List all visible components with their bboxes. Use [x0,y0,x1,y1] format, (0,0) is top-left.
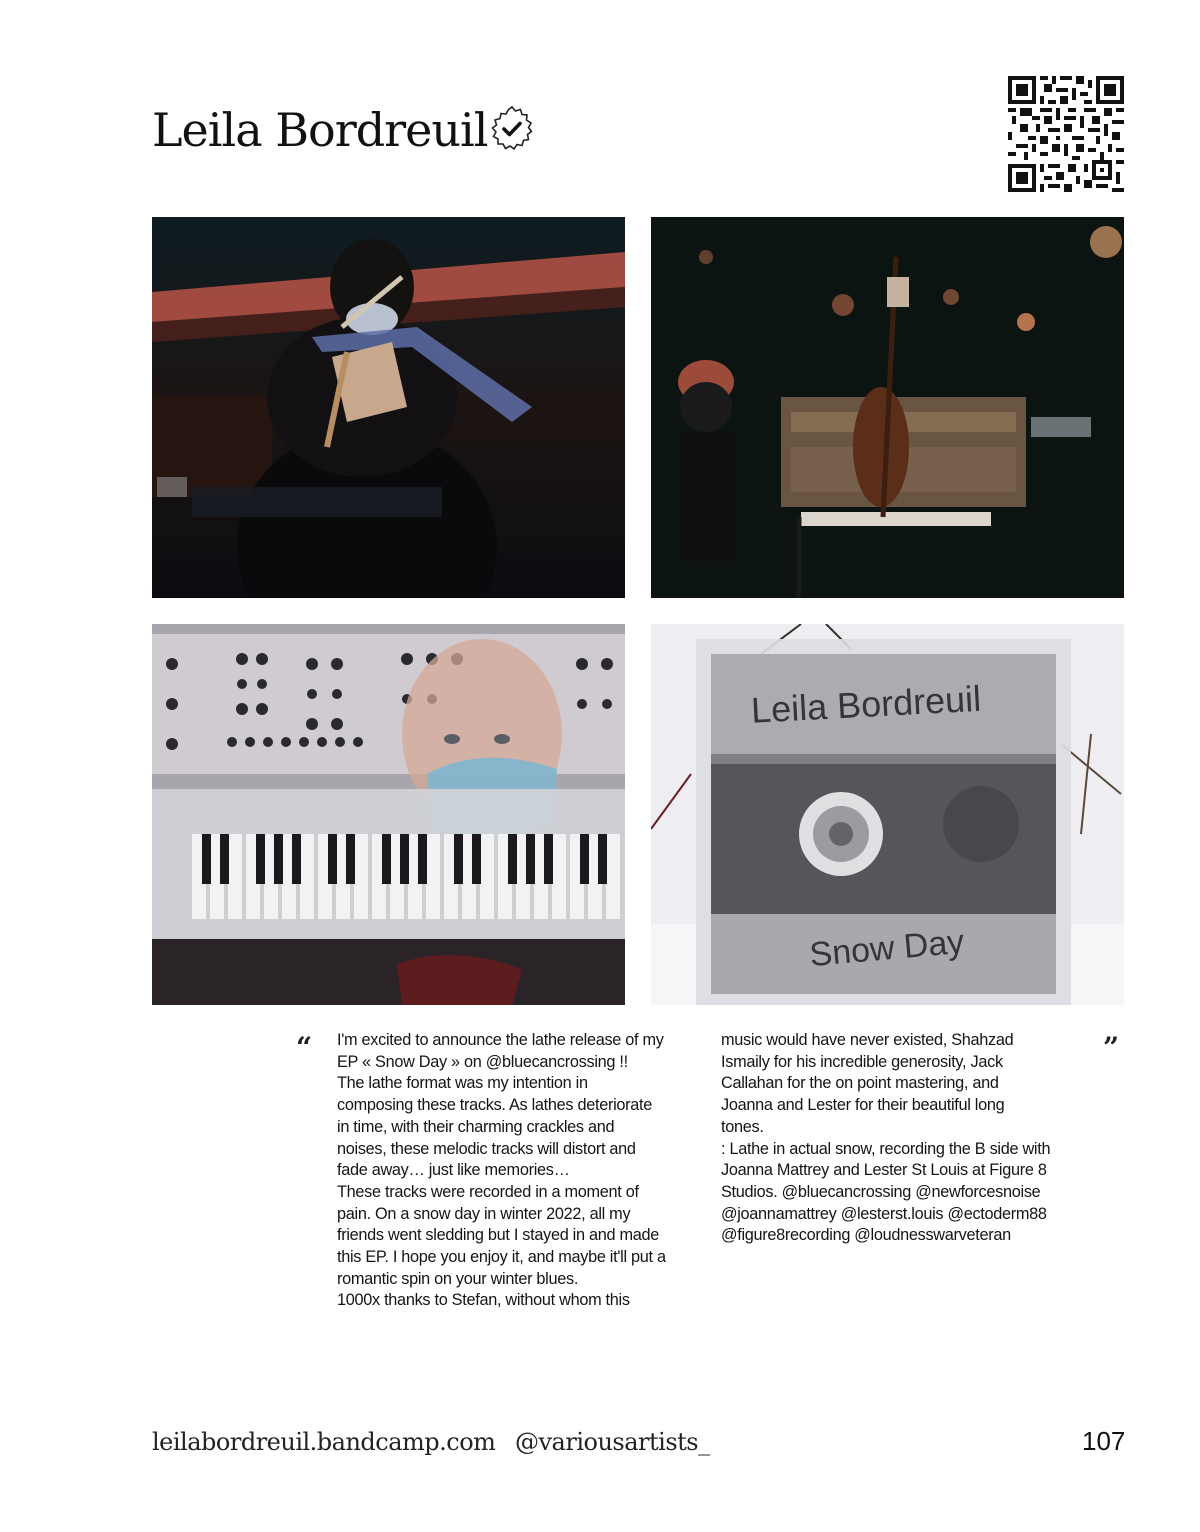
quote-line: music would have never existed, Shahzad [721,1031,1014,1049]
quote-line: @figure8recording @loudnesswarveteran [721,1226,1011,1245]
quote-line: this EP. I hope you enjoy it, and maybe it'll put a [337,1248,666,1267]
quote-line: The lathe format was my intention in [337,1074,588,1093]
quote-line: Callahan for the on point mastering, and [721,1074,999,1093]
quote-text-column-1 [337,1030,697,1312]
quote-line: 1000x thanks to Stefan, without whom this [337,1291,630,1310]
photo-cellist-with-piano [651,217,1124,598]
photo-snow-day-record-sleeve [651,624,1124,1005]
quote-line: Joanna and Lester for their beautiful long [721,1096,1005,1115]
quote-close-mark: ” [1103,1031,1120,1064]
photo-synthesizer-portrait [152,624,625,1005]
quote-line: Studios. @bluecancrossing @newforcesnoise [721,1182,1041,1201]
quote-line: fade away… just like memories… [337,1161,570,1180]
quote-line: : Lathe in actual snow, recording the B side with [721,1139,1051,1158]
quote-line: romantic spin on your winter blues. [337,1269,579,1288]
quote-line: pain. On a snow day in winter 2022, all my [337,1204,631,1223]
social-handle: @variousartists_ [515,1428,710,1456]
quote-line: composing these tracks. As lathes deteriorate [337,1096,653,1115]
quote-line: in time, with their charming crackles and [337,1117,615,1136]
quote-line: I'm excited to announce the lathe release of my [337,1031,664,1049]
quote-line: Ismaily for his incredible generosity, Jack [721,1052,1003,1071]
photo-performer-with-bow [152,217,625,598]
quote-line: Joanna Mattrey and Lester St Louis at Figure 8 [721,1161,1047,1180]
quote-line: These tracks were recorded in a moment of [337,1182,639,1201]
quote-line: noises, these melodic tracks will distort and [337,1139,636,1158]
qr-code-icon[interactable] [1008,76,1124,192]
quote-line: @joannamattrey @lesterst.louis @ectoderm88 [721,1204,1047,1223]
sleeve-title-text: Snow Day [808,922,966,975]
page-number: 107 [1082,1426,1126,1456]
quote-line: EP « Snow Day » on @bluecancrossing !! [337,1052,628,1071]
artist-name-title: Leila Bordreuil [152,103,488,157]
quote-open-mark: “ [296,1031,313,1064]
quote-text-column-2 [721,1030,1091,1247]
sleeve-artist-text: Leila Bordreuil [750,677,983,731]
quote-line: friends went sledding but I stayed in and made [337,1226,659,1245]
verified-badge-icon [487,104,537,154]
bandcamp-link[interactable]: leilabordreuil.bandcamp.com [152,1428,496,1456]
quote-line: tones. [721,1117,764,1136]
